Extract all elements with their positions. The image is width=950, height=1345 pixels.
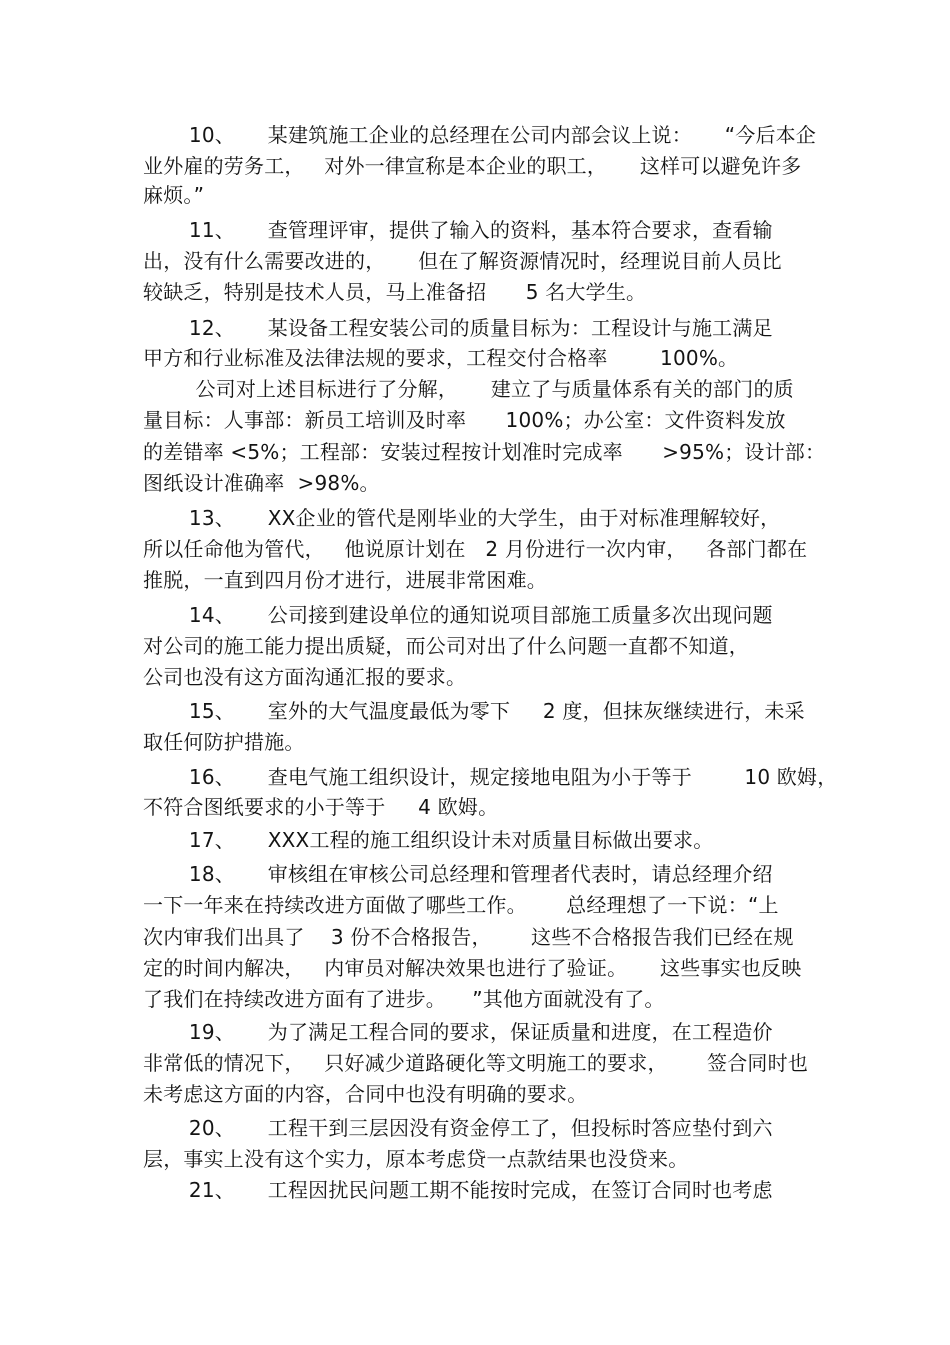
text-line: 13、 XX企业的管代是刚毕业的大学生，由于对标准理解较好， xyxy=(143,506,781,530)
text-line: 定的时间内解决， 内审员对解决效果也进行了验证。 这些事实也反映 xyxy=(143,956,802,980)
text-line: 17、 XXX工程的施工组织设计未对质量目标做出要求。 xyxy=(143,828,714,852)
text-line: 推脱，一直到四月份才进行，进展非常困难。 xyxy=(143,568,547,592)
text-line: 层，事实上没有这个实力，原本考虑贷一点款结果也没贷来。 xyxy=(143,1147,689,1171)
text-line: 一下一年来在持续改进方面做了哪些工作。 总经理想了一下说：“上 xyxy=(143,893,779,917)
text-line: 公司也没有这方面沟通汇报的要求。 xyxy=(143,665,467,689)
text-line: 18、 审核组在审核公司总经理和管理者代表时，请总经理介绍 xyxy=(143,862,773,886)
text-line: 较缺乏，特别是技术人员，马上准备招 5 名大学生。 xyxy=(143,280,647,304)
text-line: 19、 为了满足工程合同的要求，保证质量和进度，在工程造价 xyxy=(143,1020,773,1044)
text-line: 14、 公司接到建设单位的通知说项目部施工质量多次出现问题 xyxy=(143,603,773,627)
text-line: 非常低的情况下， 只好减少道路硬化等文明施工的要求， 签合同时也 xyxy=(143,1051,809,1075)
text-line: 公司对上述目标进行了分解， 建立了与质量体系有关的部门的质 xyxy=(143,377,794,401)
text-line: 11、 查管理评审，提供了输入的资料，基本符合要求，查看输 xyxy=(143,218,773,242)
text-line: 不符合图纸要求的小于等于 4 欧姆。 xyxy=(143,795,499,819)
text-line: 量目标：人事部：新员工培训及时率 100%；办公室：文件资料发放 xyxy=(143,408,786,432)
text-line: 20、 工程干到三层因没有资金停工了，但投标时答应垫付到六 xyxy=(143,1116,773,1140)
text-line: 对公司的施工能力提出质疑，而公司对出了什么问题一直都不知道， xyxy=(143,634,749,658)
text-line: 了我们在持续改进方面有了进步。 ”其他方面就没有了。 xyxy=(143,987,665,1011)
text-line: 图纸设计准确率 >98%。 xyxy=(143,471,380,495)
text-line: 所以任命他为管代， 他说原计划在 2 月份进行一次内审， 各部门都在 xyxy=(143,537,808,561)
text-line: 取任何防护措施。 xyxy=(143,730,305,754)
text-line: 10、 某建筑施工企业的总经理在公司内部会议上说： “今后本企 xyxy=(143,123,817,147)
text-line: 未考虑这方面的内容，合同中也没有明确的要求。 xyxy=(143,1082,588,1106)
text-line: 出，没有什么需要改进的， 但在了解资源情况时，经理说目前人员比 xyxy=(143,249,782,273)
text-line: 的差错率 <5%；工程部：安装过程按计划准时完成率 >95%；设计部： xyxy=(143,440,826,464)
text-line: 次内审我们出具了 3 份不合格报告， 这些不合格报告我们已经在规 xyxy=(143,925,794,949)
text-line: 麻烦。” xyxy=(143,183,205,207)
text-line: 12、 某设备工程安装公司的质量目标为：工程设计与施工满足 xyxy=(143,316,773,340)
text-line: 21、 工程因扰民问题工期不能按时完成，在签订合同时也考虑 xyxy=(143,1178,773,1202)
text-line: 16、 查电气施工组织设计，规定接地电阻为小于等于 10 欧姆， xyxy=(143,765,838,789)
text-line: 业外雇的劳务工， 对外一律宣称是本企业的职工， 这样可以避免许多 xyxy=(143,154,802,178)
text-line: 甲方和行业标准及法律法规的要求，工程交付合格率 100%。 xyxy=(143,346,739,370)
text-line: 15、 室外的大气温度最低为零下 2 度，但抹灰继续进行，未采 xyxy=(143,699,805,723)
